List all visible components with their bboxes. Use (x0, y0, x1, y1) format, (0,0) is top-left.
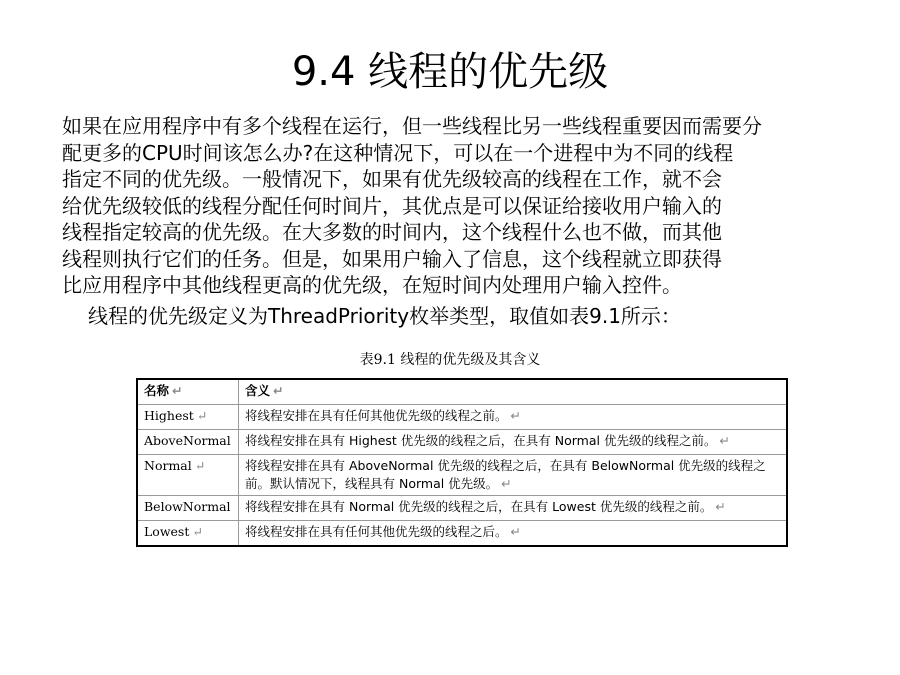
table-row (137, 405, 787, 430)
paragraph-mark-icon: ↵ (501, 476, 512, 491)
priority-description: 将线程安排在具有 Highest 优先级的线程之后，在具有 Normal 优先级的线程之前。 (245, 433, 717, 448)
priority-name: Lowest (144, 524, 190, 539)
header-meaning (239, 379, 788, 405)
text-line: 配更多的CPU时间该怎么办?在这种情况下，可以在一个进程中为不同的线程 (62, 140, 734, 165)
priority-name: AboveNormal (144, 433, 231, 448)
table-row (137, 521, 787, 547)
table-row (137, 496, 787, 521)
table-row (137, 455, 787, 496)
paragraph-mark-icon: ↵ (172, 383, 183, 398)
paragraph-priority-definition: 线程的优先级定义为ThreadPriority枚举类型，取值如表9.1所示： (88, 303, 681, 328)
cell-description (239, 455, 788, 496)
priority-name: Normal (144, 458, 192, 473)
slide-title: 9.4 线程的优先级 (291, 49, 609, 95)
cell-description (239, 430, 788, 455)
text-line: 给优先级较低的线程分配任何时间片，其优点是可以保证给接收用户输入的 (62, 193, 722, 218)
paragraph-mark-icon: ↵ (719, 433, 730, 448)
header-meaning-label: 含义 (245, 383, 271, 398)
paragraph-mark-icon: ↵ (510, 524, 521, 539)
paragraph-mark-icon: ↵ (510, 408, 521, 423)
priority-name: Highest (144, 408, 194, 423)
cell-name (137, 496, 239, 521)
cell-name (137, 455, 239, 496)
paragraph-intro (62, 113, 862, 299)
priority-table (136, 378, 788, 547)
paragraph-mark-icon: ↵ (196, 408, 208, 423)
paragraph-mark-icon: ↵ (715, 499, 726, 514)
header-name (137, 379, 239, 405)
text-line: 指定不同的优先级。一般情况下，如果有优先级较高的线程在工作，就不会 (62, 167, 722, 191)
table-header-row (137, 379, 787, 405)
cell-description (239, 496, 788, 521)
cell-name (137, 521, 239, 547)
cell-name (137, 430, 239, 455)
text-line: 如果在应用程序中有多个线程在运行，但一些线程比另一些线程重要因而需要分 (62, 114, 762, 138)
body-text (62, 113, 862, 329)
cell-description (239, 405, 788, 430)
priority-description: 将线程安排在具有 Normal 优先级的线程之后，在具有 Lowest 优先级的线程之前。 (245, 499, 713, 514)
cell-description (239, 521, 788, 547)
text-line: 线程则执行它们的任务。但是，如果用户输入了信息，这个线程就立即获得 (62, 246, 722, 271)
table-row (137, 430, 787, 455)
table-caption: 表9.1 线程的优先级及其含义 (359, 352, 541, 368)
cell-name (137, 405, 239, 430)
priority-name: BelowNormal (144, 499, 231, 514)
text-line: 比应用程序中其他线程更高的优先级，在短时间内处理用户输入控件。 (62, 273, 682, 297)
priority-description: 将线程安排在具有任何其他优先级的线程之前。 (245, 408, 508, 423)
paragraph-mark-icon: ↵ (192, 524, 203, 539)
priority-description: 将线程安排在具有 AboveNormal 优先级的线程之后，在具有 BelowNormal 优先级的线程之前。默认情况下，线程具有 Normal 优先级。 (245, 458, 766, 491)
paragraph-mark-icon: ↵ (273, 383, 284, 398)
header-name-label: 名称 (144, 383, 170, 398)
text-line: 线程指定较高的优先级。在大多数的时间内，这个线程什么也不做，而其他 (62, 220, 722, 244)
paragraph-mark-icon: ↵ (194, 458, 206, 473)
priority-description: 将线程安排在具有任何其他优先级的线程之后。 (245, 524, 508, 539)
